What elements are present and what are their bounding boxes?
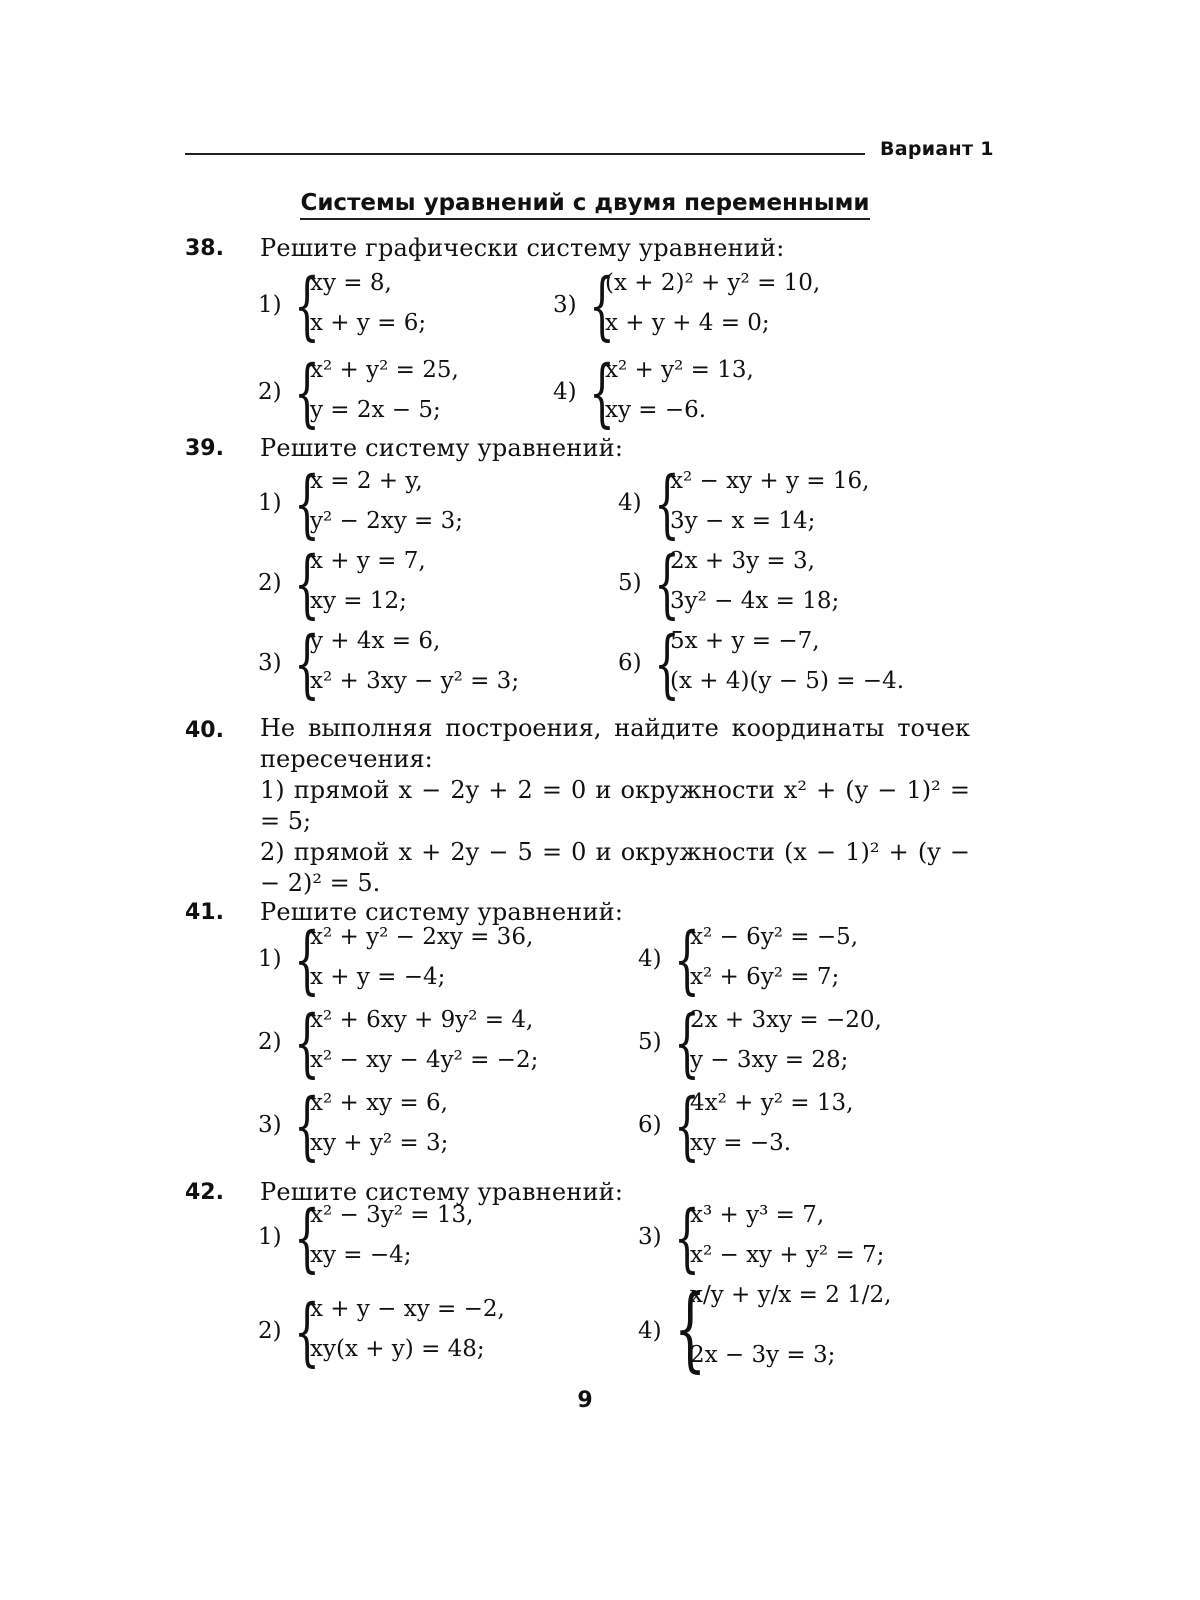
system-label: 3)	[258, 1112, 282, 1138]
task-40-line-1: Не выполняя построения, найдите координаты точек	[260, 714, 970, 742]
brace: {	[294, 350, 320, 436]
system-label: 4)	[638, 1318, 662, 1344]
system-label: 2)	[258, 379, 282, 405]
equation-1: x² + xy = 6,	[310, 1090, 448, 1116]
equation-2: x + y + 4 = 0;	[605, 310, 770, 336]
brace: {	[294, 917, 320, 1003]
equation-2: (x + 4)(y − 5) = −4.	[670, 668, 905, 694]
header-rule	[185, 153, 865, 155]
equation-1: 2x + 3xy = −20,	[690, 1007, 882, 1033]
equation-1: 2x + 3y = 3,	[670, 548, 815, 574]
system-label: 1)	[258, 292, 282, 318]
system-label: 1)	[258, 490, 282, 516]
brace: {	[294, 621, 320, 707]
system-label: 1)	[258, 1224, 282, 1250]
equation-2: xy = 12;	[310, 588, 407, 614]
task-40-item-2-line-2: − 2)² = 5.	[260, 869, 381, 897]
system-label: 4)	[618, 490, 642, 516]
system-label: 2)	[258, 1318, 282, 1344]
brace: {	[674, 1195, 700, 1281]
task-40-body	[260, 713, 970, 899]
brace: {	[654, 621, 680, 707]
equation-1: 5x + y = −7,	[670, 628, 820, 654]
brace: {	[674, 1083, 700, 1169]
brace: {	[294, 461, 320, 547]
equation-1: x² − 3y² = 13,	[310, 1202, 474, 1228]
equation-1: x + y − xy = −2,	[310, 1296, 505, 1322]
system-label: 1)	[258, 946, 282, 972]
equation-1: x³ + y³ = 7,	[690, 1202, 825, 1228]
equation-2: xy(x + y) = 48;	[310, 1336, 485, 1362]
system-label: 5)	[618, 570, 642, 596]
brace: {	[674, 1000, 700, 1086]
task-39-number: 39.	[185, 436, 224, 461]
system-label: 2)	[258, 1029, 282, 1055]
task-40-item-1-line-2: = 5;	[260, 807, 312, 835]
equation-2: y − 3xy = 28;	[690, 1047, 849, 1073]
equation-1: x/y + y/x = 2 1/2,	[690, 1282, 892, 1308]
system-label: 3)	[258, 650, 282, 676]
system-label: 6)	[638, 1112, 662, 1138]
brace: {	[589, 263, 615, 349]
equation-2: x² + 6y² = 7;	[690, 964, 840, 990]
equation-1: x² − 6y² = −5,	[690, 924, 859, 950]
task-40-number: 40.	[185, 718, 224, 743]
equation-1: x² + y² = 25,	[310, 357, 459, 383]
brace: {	[654, 541, 680, 627]
equation-1: x² + y² − 2xy = 36,	[310, 924, 534, 950]
equation-2: 3y² − 4x = 18;	[670, 588, 840, 614]
equation-1: x² + y² = 13,	[605, 357, 754, 383]
brace: {	[294, 1289, 320, 1375]
equation-2: y² − 2xy = 3;	[310, 508, 463, 534]
task-42-text: Решите систему уравнений:	[260, 1178, 624, 1206]
equation-1: (x + 2)² + y² = 10,	[605, 270, 821, 296]
variant-label: Вариант 1	[880, 138, 994, 160]
system-label: 2)	[258, 570, 282, 596]
page-number: 9	[577, 1388, 593, 1413]
equation-1: x + y = 7,	[310, 548, 426, 574]
equation-2: xy = −3.	[690, 1130, 792, 1156]
brace: {	[674, 917, 700, 1003]
equation-1: xy = 8,	[310, 270, 392, 296]
brace: {	[654, 461, 680, 547]
equation-1: 4x² + y² = 13,	[690, 1090, 854, 1116]
equation-2: x² + 3xy − y² = 3;	[310, 668, 520, 694]
system-label: 6)	[618, 650, 642, 676]
task-39-text: Решите систему уравнений:	[260, 434, 624, 462]
section-title	[0, 190, 1170, 216]
task-40-line-2: пересечения:	[260, 745, 433, 773]
system-label: 4)	[553, 379, 577, 405]
brace: {	[589, 350, 615, 436]
equation-2: x² − xy + y² = 7;	[690, 1242, 885, 1268]
equation-2: x + y = 6;	[310, 310, 427, 336]
equation-1: x = 2 + y,	[310, 468, 423, 494]
brace: {	[674, 1275, 707, 1382]
equation-2: 3y − x = 14;	[670, 508, 816, 534]
task-41-text: Решите систему уравнений:	[260, 898, 624, 926]
brace: {	[294, 1083, 320, 1169]
equation-1: y + 4x = 6,	[310, 628, 441, 654]
task-38-text: Решите графически систему уравнений:	[260, 234, 785, 262]
task-42-number: 42.	[185, 1180, 224, 1205]
task-41-number: 41.	[185, 900, 224, 925]
equation-2: 2x − 3y = 3;	[690, 1342, 836, 1368]
equation-2: xy = −6.	[605, 397, 707, 423]
system-label: 4)	[638, 946, 662, 972]
task-38-number: 38.	[185, 236, 224, 261]
section-title-text: Системы уравнений с двумя переменными	[300, 190, 869, 220]
equation-1: x² − xy + y = 16,	[670, 468, 870, 494]
equation-2: x + y = −4;	[310, 964, 446, 990]
brace: {	[294, 541, 320, 627]
equation-2: x² − xy − 4y² = −2;	[310, 1047, 539, 1073]
brace: {	[294, 1195, 320, 1281]
system-label: 3)	[638, 1224, 662, 1250]
system-label: 3)	[553, 292, 577, 318]
brace: {	[294, 263, 320, 349]
equation-1: x² + 6xy + 9y² = 4,	[310, 1007, 534, 1033]
brace: {	[294, 1000, 320, 1086]
equation-2: y = 2x − 5;	[310, 397, 441, 423]
system-label: 5)	[638, 1029, 662, 1055]
task-40-item-2-line-1: 2) прямой x + 2y − 5 = 0 и окружности (x − 1)² + (y −	[260, 838, 970, 866]
equation-2: xy = −4;	[310, 1242, 412, 1268]
task-40-item-1-line-1: 1) прямой x − 2y + 2 = 0 и окружности x² + (y − 1)² =	[260, 776, 970, 804]
equation-2: xy + y² = 3;	[310, 1130, 449, 1156]
